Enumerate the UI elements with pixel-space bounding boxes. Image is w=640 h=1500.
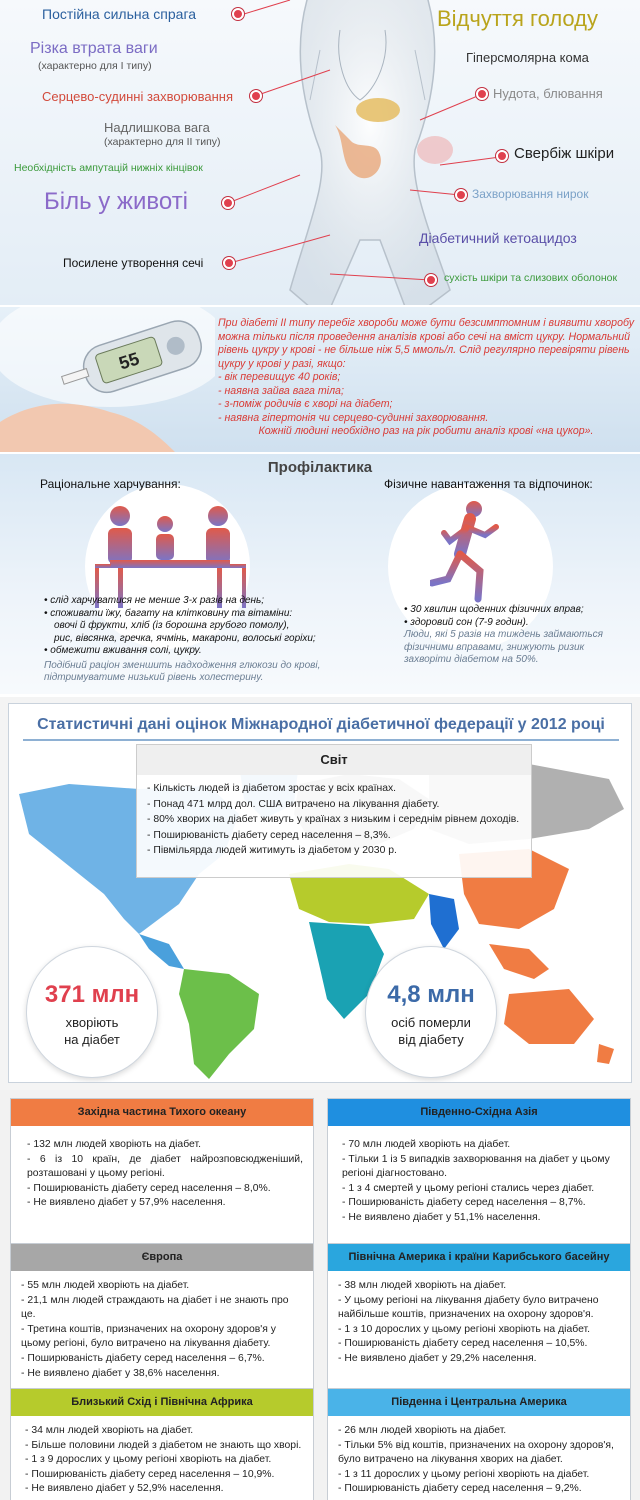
symptom-belly: Біль у животі bbox=[44, 188, 189, 215]
region-card-north-america bbox=[327, 1243, 631, 1389]
world-facts-list bbox=[137, 775, 531, 865]
world-title: Світ bbox=[137, 745, 531, 775]
region-line: - Поширюваність діабету серед населення – 8,7%. bbox=[342, 1197, 586, 1209]
symptom-overweight-note: (характерно для ІІ типу) bbox=[104, 136, 221, 148]
symptom-dot bbox=[455, 189, 467, 201]
region-card-western-pacific bbox=[10, 1098, 314, 1244]
symptom-dot bbox=[222, 197, 234, 209]
symptom-dot bbox=[496, 150, 508, 162]
region-body bbox=[11, 1271, 313, 1387]
sick-count-circle bbox=[26, 946, 158, 1078]
symptom-nausea: Нудота, блювання bbox=[493, 86, 603, 101]
blood-test-section bbox=[0, 307, 640, 452]
symptom-dryness: сухість шкіри та слизових оболонок bbox=[444, 272, 618, 284]
symptom-thirst: Постійна сильна спрага bbox=[42, 6, 197, 22]
symptom-dot bbox=[223, 257, 235, 269]
region-line: - 1 з 4 смертей у цьому регіоні стались через діабет. bbox=[342, 1182, 595, 1194]
region-title: Південна і Центральна Америка bbox=[328, 1389, 630, 1416]
blood-test-bullet: - наявна гіпертонія чи серцево-судинні захворювання. bbox=[218, 411, 489, 424]
region-line: - Не виявлено діабет у 57,9% населення. bbox=[27, 1197, 226, 1209]
runner-icon bbox=[430, 499, 510, 609]
deaths-count-circle bbox=[365, 946, 497, 1078]
symptom-dot bbox=[425, 274, 437, 286]
region-line: - Поширюваність діабету серед населення – 6,7%. bbox=[21, 1352, 265, 1364]
symptom-weight-loss: Різка втрата ваги bbox=[30, 40, 158, 57]
glucose-meter-illustration bbox=[0, 307, 215, 452]
statistics-frame bbox=[8, 703, 632, 1083]
region-line: - Поширюваність діабету серед населення – 10,5%. bbox=[338, 1338, 588, 1350]
nutrition-item: овочі й фрукти, хліб (із борошна грубого помолу), bbox=[54, 620, 290, 631]
region-title: Європа bbox=[11, 1244, 313, 1271]
nutrition-note: Подібний раціон зменшить надходження глюкози до крові, підтримуватиме низький рівень холестерину. bbox=[44, 659, 321, 683]
world-fact: - Поширюваність діабету серед населення – 8,3%. bbox=[147, 829, 391, 841]
meter-reading: 55 bbox=[116, 348, 142, 374]
region-card-middle-east bbox=[10, 1388, 314, 1500]
symptoms-section bbox=[0, 0, 640, 305]
region-line: - Поширюваність діабету серед населення – 10,9%. bbox=[25, 1468, 275, 1480]
nutrition-list bbox=[44, 595, 354, 685]
blood-test-text bbox=[218, 317, 634, 439]
dead-label-line2: від діабету bbox=[398, 1032, 464, 1047]
statistics-section bbox=[0, 697, 640, 1090]
world-fact: - Понад 471 млрд дол. США витрачено на лікування діабету. bbox=[147, 798, 440, 810]
region-line: - 34 млн людей хворіють на діабет. bbox=[25, 1425, 194, 1436]
region-line: - Не виявлено діабет у 29,2% населення. bbox=[338, 1352, 537, 1364]
symptom-dot bbox=[250, 90, 262, 102]
world-fact: - Півмільярда людей житимуть із діабетом у 2030 р. bbox=[147, 845, 397, 857]
nutrition-item: рис, вівсянка, гречка, ячмінь, макарони, волоські горіхи; bbox=[54, 632, 316, 644]
blood-test-outro: Кожній людині необхідно раз на рік робити аналіз крові «на цукор». bbox=[258, 425, 594, 437]
region-line: - Не виявлено діабет у 38,6% населення. bbox=[21, 1367, 220, 1379]
region-line: - У цьому регіоні на лікування діабету було витрачено найбільше коштів, призначених на охорону здоров'я. bbox=[338, 1294, 599, 1321]
fitness-item: • 30 хвилин щоденних фізичних вправ; bbox=[404, 604, 584, 615]
region-line: - Тільки 5% від коштів, призначених на охорону здоров'я, було витрачено на лікування хворих на діабет. bbox=[338, 1439, 614, 1466]
region-line: - 1 з 9 дорослих у цьому регіоні хворіють на діабет. bbox=[25, 1454, 272, 1466]
world-fact: - Кількість людей із діабетом зростає у всіх країнах. bbox=[147, 783, 397, 794]
world-facts-box bbox=[136, 744, 532, 878]
fitness-list bbox=[404, 604, 610, 667]
symptom-weight-loss-note: (характерно для І типу) bbox=[38, 60, 152, 72]
nutrition-item: • споживати їжу, багату на клітковину та вітаміни: bbox=[44, 607, 293, 619]
region-line: - Третина коштів, призначених на охорону здоров'я у цьому регіоні, було витрачено на лікування діабету. bbox=[21, 1323, 276, 1350]
symptom-dot bbox=[476, 88, 488, 100]
region-line: - 70 млн людей хворіють на діабет. bbox=[342, 1139, 511, 1150]
region-line: - 1 з 11 дорослих у цьому регіоні хворіють на діабет. bbox=[338, 1468, 590, 1480]
prevention-title: Профілактика bbox=[267, 459, 373, 476]
nutrition-item: • обмежити вживання солі, цукру. bbox=[44, 645, 202, 656]
symptom-cardio: Серцево-судинні захворювання bbox=[42, 89, 234, 104]
dead-label-line1: осіб померли bbox=[391, 1015, 471, 1030]
region-body bbox=[328, 1271, 630, 1373]
region-title: Західна частина Тихого океану bbox=[11, 1099, 313, 1126]
region-body bbox=[11, 1126, 313, 1217]
region-line: - Більше половини людей з діабетом не знають що хворі. bbox=[25, 1439, 302, 1451]
fitness-title: Фізичне навантаження та відпочинок: bbox=[384, 477, 593, 491]
region-line: - 26 млн людей хворіють на діабет. bbox=[338, 1425, 507, 1436]
region-line: - Не виявлено діабет у 52,9% населення. bbox=[25, 1483, 224, 1495]
heading-divider bbox=[23, 739, 619, 741]
fitness-note: Люди, які 5 разів на тиждень займаються фізичними вправами, знижують ризик захворіти діабетом на 50%. bbox=[404, 629, 603, 665]
symptom-kidney: Захворювання нирок bbox=[472, 187, 589, 201]
dead-value: 4,8 млн bbox=[387, 981, 475, 1008]
sick-label-line1: хворіють bbox=[65, 1015, 119, 1030]
region-body bbox=[328, 1126, 630, 1232]
symptom-overweight: Надлишкова вага bbox=[104, 120, 210, 135]
region-line: - Поширюваність діабету серед населення – 8,0%. bbox=[27, 1182, 271, 1194]
region-card-south-east-asia bbox=[327, 1098, 631, 1244]
region-title: Північна Америка і країни Карибського басейну bbox=[328, 1244, 630, 1271]
fitness-item: • здоровий сон (7-9 годин). bbox=[404, 616, 529, 628]
region-line: - 1 з 10 дорослих у цьому регіоні хворіють на діабет. bbox=[338, 1323, 590, 1335]
blood-test-intro: При діабеті ІІ типу перебіг хвороби може бути безсимптомним і виявити хворобу можна тільки після проведення аналізів крові або сечі на вміст цукру. Нормальний рівень цукру у крові - не більше ніж 5,5 ммоль/л. Слід регулярно перевіряти рівень цукру у крові у разі, якщо: bbox=[218, 317, 634, 370]
symptom-hunger: Відчуття голоду bbox=[437, 6, 599, 31]
region-line: - Поширюваність діабету серед населення – 9,2%. bbox=[338, 1483, 582, 1495]
symptom-ketoacidosis: Діабетичний кетоацидоз bbox=[419, 230, 577, 246]
region-line: - 55 млн людей хворіють на діабет. bbox=[21, 1280, 190, 1291]
symptom-urination: Посилене утворення сечі bbox=[63, 256, 204, 270]
blood-test-bullet: - з-поміж родичів є хворі на діабет; bbox=[218, 398, 393, 410]
region-title: Південно-Східна Азія bbox=[328, 1099, 630, 1126]
region-line: - 38 млн людей хворіють на діабет. bbox=[338, 1280, 507, 1291]
region-card-europe bbox=[10, 1243, 314, 1389]
region-line: - Тільки 1 із 5 випадків захворювання на діабет у цьому регіоні діагностовано. bbox=[342, 1153, 610, 1180]
region-line: - 6 із 10 країн, де діабет найрозповсюдженіший, розташовані у цьому регіоні. bbox=[27, 1153, 303, 1180]
world-fact: - 80% хворих на діабет живуть у країнах з низьким і середнім рівнем доходів. bbox=[147, 814, 520, 826]
region-title: Близький Схід і Північна Африка bbox=[11, 1389, 313, 1416]
sick-label-line2: на діабет bbox=[64, 1032, 120, 1047]
sick-value: 371 млн bbox=[44, 981, 140, 1008]
region-line: - 21,1 млн людей страждають на діабет і не знають про це. bbox=[21, 1294, 289, 1321]
region-body bbox=[11, 1416, 313, 1500]
region-line: - Не виявлено діабет у 51,1% населення. bbox=[342, 1211, 541, 1223]
prevention-section bbox=[0, 454, 640, 694]
regions-section bbox=[0, 1090, 640, 1500]
nutrition-item: • слід харчуватися не менше 3-х разів на день; bbox=[44, 595, 265, 606]
symptom-amputation: Необхідність ампутацій нижніх кінцівок bbox=[14, 162, 203, 174]
region-line: - 132 млн людей хворіють на діабет. bbox=[27, 1139, 201, 1150]
statistics-heading: Статистичні дані оцінок Міжнародної діабетичної федерації у 2012 році bbox=[37, 716, 605, 733]
symptom-dot bbox=[232, 8, 244, 20]
region-card-south-america bbox=[327, 1388, 631, 1500]
region-body bbox=[328, 1416, 630, 1500]
blood-test-bullet: - наявна зайва вага тіла; bbox=[218, 384, 344, 397]
nutrition-title: Раціональне харчування: bbox=[40, 477, 181, 491]
blood-test-bullet: - вік перевищує 40 років; bbox=[218, 371, 341, 383]
symptom-itch: Свербіж шкіри bbox=[514, 145, 615, 162]
symptom-hyperosmolar: Гіперсмолярна кома bbox=[466, 50, 589, 65]
